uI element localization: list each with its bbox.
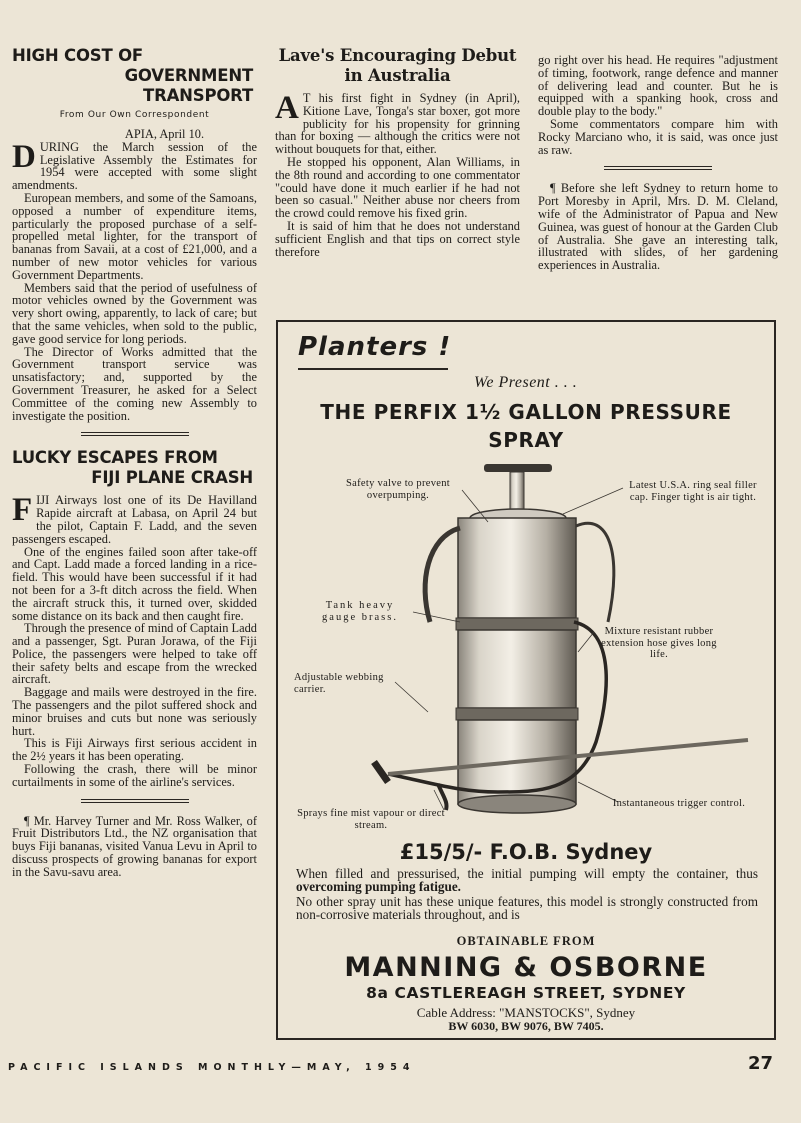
article-paragraph: go right over his head. He requires "adjustment of timing, footwork, range defence and manner of delivering lead and counter. But he is equipped with a spanking hook, cross and double play to the body." [538, 53, 778, 119]
caption-sprays: Sprays fine mist vapour or direct stream. [297, 808, 445, 831]
caption-trigger: Instantaneous trigger control. [612, 798, 746, 809]
news-item: ¶ Before she left Sydney to return home to Port Moresby in April, Mrs. D. M. Cleland, wife of the Administrator of Papua and New Guinea, was guest of honour at the Garden Club of Australia. She gave an interesting talk, illustrated with slides, of her gardening experiences in Australia. [538, 181, 778, 273]
ad-company-name: MANNING & OSBORNE [344, 952, 708, 983]
ad-cable-address: Cable Address: "MANSTOCKS", Sydney [416, 1005, 636, 1020]
underline [298, 368, 448, 370]
ad-price: £15/5/- F.O.B. Sydney [399, 840, 653, 864]
byline: From Our Own Correspondent [59, 110, 210, 120]
page-number: 27 [748, 1053, 774, 1074]
column-right [538, 54, 778, 272]
dateline: APIA, April 10. [124, 127, 205, 141]
article-paragraph: One of the engines failed soon after take-off and Capt. Ladd made a forced landing in a rice-field. This would have been successful if it had not been for a 3-ft ditch across the field. When the aircraft struck this, it turned over, skidded some distance on its back and then caught fire. [12, 544, 257, 623]
article-paragraph: Following the crash, there will be minor curtailments in some of the airline's services. [12, 762, 257, 789]
ad-headline: THE PERFIX 1½ GALLON PRESSURE [320, 400, 732, 424]
section-divider [604, 166, 712, 170]
ad-obtainable-from: OBTAINABLE FROM [456, 934, 596, 948]
article-paragraph: The Director of Works admitted that the Government transport service was unsatisfactory; and, supported by the Government Treasurer, he asked for a Select Committee of the coming new Assembly to investigate the position. [12, 344, 257, 423]
article-paragraph: This is Fiji Airways first serious accident in the 2½ years it has been operating. [12, 736, 257, 764]
drop-cap: F [12, 492, 33, 529]
caption-webbing: Adjustable webbing carrier. [294, 672, 384, 695]
article-paragraph: He stopped his opponent, Alan Williams, in the 8th round and according to one commentator "could have done it much earlier if he had not been so casual." Neither abuse nor cheers from the crowd could remove his fixed grin. [275, 154, 520, 221]
news-item: ¶ Mr. Harvey Turner and Mr. Ross Walker, of Fruit Distributors Ltd., the NZ organisation that buys Fiji bananas, visited Vanua Levu in April to discuss prospects of growing bananas for export in the Savu-savu area. [12, 813, 257, 879]
article-paragraph: Some commentators compare him with Rocky Marciano who, it is said, was once just as raw. [538, 116, 778, 157]
column-left [12, 46, 257, 879]
article-paragraph: Members said that the period of usefulness of motor vehicles owned by the Government was very short owing, apparently, to lack of care; but that the same vehicles, when sold to the public, gave good service for long periods. [12, 280, 257, 346]
article-title-line: in Australia [344, 66, 451, 85]
article-paragraph: A T his first fight in Sydney (in April), Kitione Lave, Tonga's star boxer, got more publicity for his propensity for grinning than for boxing — although the critics were not without bouquets for that, either. [275, 90, 520, 157]
ad-phone-numbers: BW 6030, BW 9076, BW 7405. [448, 1019, 604, 1033]
caption-ring-seal: Latest U.S.A. ring seal filler cap. Finger tight is air tight. [629, 480, 757, 503]
caption-safety-valve: Safety valve to prevent overpumping. [346, 478, 450, 501]
article-title-line: HIGH COST OF [12, 46, 143, 65]
section-divider [81, 799, 189, 803]
article-title-line: Lave's Encouraging Debut [278, 46, 517, 65]
page-footer-masthead: PACIFIC ISLANDS MONTHLY—MAY, 1954 [8, 1062, 416, 1073]
article-title-line: FIJI PLANE CRASH [91, 468, 253, 488]
ad-body-text: No other spray unit has these unique features, this model is strongly constructed from non-corrosive materials throughout, and is [296, 894, 758, 922]
article-paragraph: FIJI Airways lost one of its De Havilland Rapide aircraft at Labasa, on April 24 but the pilot, Captain F. Ladd, and the seven passengers escaped. [12, 492, 257, 546]
ad-we-present: We Present . . . [474, 374, 578, 391]
article-paragraph: Through the presence of mind of Captain Ladd and a passenger, Sgt. Puran Jorawa, of the Fiji Police, the passengers were helped to take off their safety belts and escape from the wrecked aircraft. [12, 621, 257, 687]
article-title-line: GOVERNMENT TRANSPORT [124, 66, 253, 105]
caption-tank: Tank heavy gauge brass. [322, 600, 398, 623]
article-title-line: LUCKY ESCAPES FROM [12, 448, 218, 468]
ad-headline: SPRAY [488, 428, 564, 452]
ad-address: 8a CASTLEREAGH STREET, SYDNEY [366, 984, 686, 1002]
drop-cap: D [12, 138, 36, 175]
section-divider [81, 432, 189, 436]
column-middle [275, 46, 520, 258]
article-paragraph: Baggage and mails were destroyed in the fire. The passengers and the pilot suffered shock and minor bruises and cuts but none was seriously hurt. [12, 685, 257, 738]
article-paragraph: European members, and some of the Samoans, opposed a number of expenditure items, particularly the proposed purchase of a self-propelled metal lighter, for the transport of bananas from Savaii, at a cost of £21,000, and a number of new motor vehicles for various Government Departments. [12, 190, 257, 282]
drop-cap: A [275, 90, 299, 126]
ad-body-text: When filled and pressurised, the initial pumping will empty the container, thus overcoming pumping fatigue. [296, 866, 758, 894]
advertisement-perfix-spray [276, 320, 776, 1040]
article-paragraph: It is said of him that he does not understand sufficient English and that tips on correct style therefore [275, 218, 520, 259]
caption-mixture-hose: Mixture resistant rubber extension hose gives long life. [601, 626, 717, 660]
ad-planters-heading: Planters ! [298, 332, 452, 362]
article-paragraph: DURING the March session of the Legislative Assembly the Estimates for 1954 were accepted with some slight amendments. [12, 138, 257, 193]
